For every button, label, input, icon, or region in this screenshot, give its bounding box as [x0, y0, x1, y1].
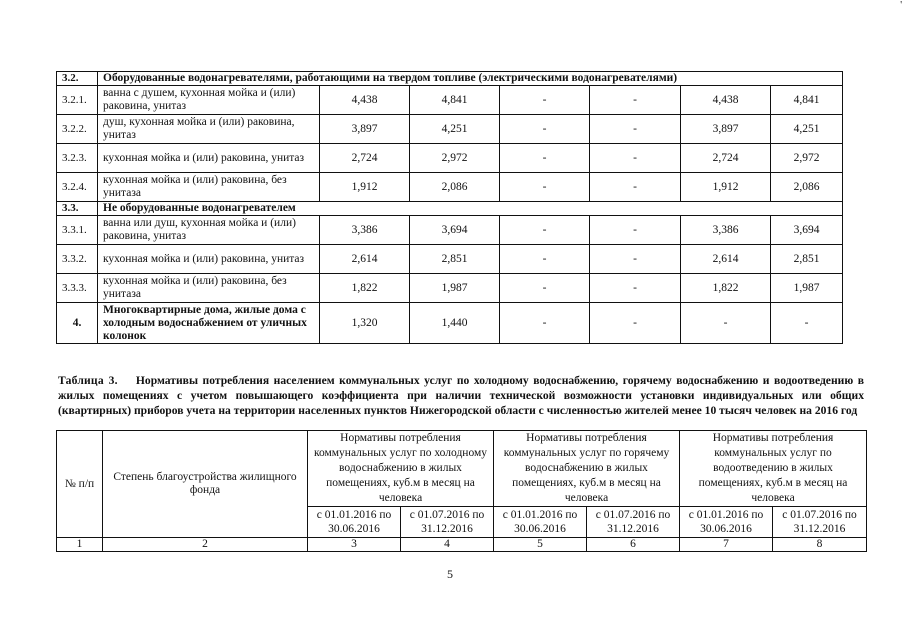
- header-hot-water: Нормативы потребления коммунальных услуг по горячему водоснабжению в жилых помещениях, куб.м в месяц на человека: [494, 431, 680, 507]
- value-cell: 3,694: [410, 216, 500, 245]
- row-code: 3.2.4.: [57, 173, 98, 202]
- row-description: Многоквартирные дома, жилые дома с холодным водоснабжением от уличных колонок: [98, 303, 320, 344]
- value-cell: 4,841: [771, 86, 843, 115]
- value-cell: -: [590, 274, 681, 303]
- section-row: [57, 202, 843, 216]
- value-cell: -: [500, 86, 590, 115]
- table-3-column-numbers: [57, 538, 867, 552]
- value-cell: -: [590, 115, 681, 144]
- value-cell: 4,438: [320, 86, 410, 115]
- column-number: 4: [401, 538, 494, 552]
- period-cell: с 01.07.2016 по 31.12.2016: [773, 507, 867, 538]
- value-cell: 2,724: [681, 144, 771, 173]
- value-cell: -: [590, 245, 681, 274]
- value-cell: -: [500, 245, 590, 274]
- table-row: [57, 115, 843, 144]
- value-cell: 2,614: [320, 245, 410, 274]
- row-description: ванна или душ, кухонная мойка и (или) раковина, унитаз: [98, 216, 320, 245]
- value-cell: 2,851: [410, 245, 500, 274]
- value-cell: 3,386: [681, 216, 771, 245]
- column-number: 1: [57, 538, 103, 552]
- value-cell: -: [771, 303, 843, 344]
- value-cell: 4,438: [681, 86, 771, 115]
- norms-table-continuation: [56, 71, 843, 344]
- value-cell: 2,972: [410, 144, 500, 173]
- period-cell: с 01.01.2016 по 30.06.2016: [680, 507, 773, 538]
- value-cell: -: [590, 303, 681, 344]
- value-cell: -: [500, 144, 590, 173]
- row-description: кухонная мойка и (или) раковина, без унитаза: [98, 173, 320, 202]
- value-cell: 2,724: [320, 144, 410, 173]
- value-cell: -: [500, 274, 590, 303]
- value-cell: 3,694: [771, 216, 843, 245]
- value-cell: 3,386: [320, 216, 410, 245]
- period-cell: с 01.01.2016 по 30.06.2016: [308, 507, 401, 538]
- value-cell: -: [590, 144, 681, 173]
- table-3: [56, 430, 867, 552]
- value-cell: 1,987: [771, 274, 843, 303]
- section-title: Не оборудованные водонагревателем: [98, 202, 843, 216]
- period-cell: с 01.07.2016 по 31.12.2016: [401, 507, 494, 538]
- value-cell: -: [500, 173, 590, 202]
- table-3-caption: [58, 373, 864, 418]
- header-cold-water: Нормативы потребления коммунальных услуг по холодному водоснабжению в жилых помещениях, куб.м в месяц на человека: [308, 431, 494, 507]
- table-row: [57, 173, 843, 202]
- section-code: 3.3.: [57, 202, 98, 216]
- column-number: 6: [587, 538, 680, 552]
- table-3-label: Таблица 3.: [58, 374, 118, 387]
- period-cell: с 01.01.2016 по 30.06.2016: [494, 507, 587, 538]
- value-cell: 2,086: [771, 173, 843, 202]
- header-number: № п/п: [57, 431, 103, 538]
- header-drainage: Нормативы потребления коммунальных услуг по водоотведению в жилых помещениях, куб.м в месяц на человека: [680, 431, 867, 507]
- value-cell: 2,972: [771, 144, 843, 173]
- column-number: 5: [494, 538, 587, 552]
- value-cell: 2,086: [410, 173, 500, 202]
- row-description: ванна с душем, кухонная мойка и (или) раковина, унитаз: [98, 86, 320, 115]
- value-cell: 2,614: [681, 245, 771, 274]
- value-cell: 1,822: [320, 274, 410, 303]
- value-cell: -: [500, 303, 590, 344]
- value-cell: 1,440: [410, 303, 500, 344]
- section-code: 3.2.: [57, 72, 98, 86]
- table-row: [57, 216, 843, 245]
- value-cell: -: [681, 303, 771, 344]
- row-description: кухонная мойка и (или) раковина, унитаз: [98, 144, 320, 173]
- row-description: кухонная мойка и (или) раковина, унитаз: [98, 245, 320, 274]
- header-degree: Степень благоустройства жилищного фонда: [103, 431, 308, 538]
- column-number: 3: [308, 538, 401, 552]
- row-code: 4.: [57, 303, 98, 344]
- section-row: [57, 72, 843, 86]
- row-description: кухонная мойка и (или) раковина, без унитаза: [98, 274, 320, 303]
- value-cell: 3,897: [681, 115, 771, 144]
- section-title: Оборудованные водонагревателями, работающими на твердом топливе (электрическими водонагревателями): [98, 72, 843, 86]
- row-code: 3.2.2.: [57, 115, 98, 144]
- value-cell: -: [590, 86, 681, 115]
- table-row: [57, 86, 843, 115]
- table-row: [57, 274, 843, 303]
- value-cell: -: [500, 216, 590, 245]
- value-cell: 2,851: [771, 245, 843, 274]
- row-code: 3.2.1.: [57, 86, 98, 115]
- row-code: 3.3.1.: [57, 216, 98, 245]
- value-cell: -: [590, 216, 681, 245]
- value-cell: 1,912: [320, 173, 410, 202]
- row-description: душ, кухонная мойка и (или) раковина, унитаз: [98, 115, 320, 144]
- value-cell: 1,822: [681, 274, 771, 303]
- value-cell: 1,987: [410, 274, 500, 303]
- value-cell: -: [500, 115, 590, 144]
- row-code: 3.3.3.: [57, 274, 98, 303]
- table-row: [57, 303, 843, 344]
- row-code: 3.3.2.: [57, 245, 98, 274]
- value-cell: 3,897: [320, 115, 410, 144]
- row-code: 3.2.3.: [57, 144, 98, 173]
- value-cell: 4,841: [410, 86, 500, 115]
- value-cell: 1,912: [681, 173, 771, 202]
- column-number: 8: [773, 538, 867, 552]
- table-row: [57, 144, 843, 173]
- column-number: 7: [680, 538, 773, 552]
- value-cell: 4,251: [410, 115, 500, 144]
- table-3-title: Нормативы потребления населением коммунальных услуг по холодному водоснабжению, горячему водоснабжению и водоотведению в жилых помещениях с учетом повышающего коэффициента при наличии технической возможности установки индивидуальных или общих (квартирных) приборов учета на территории населенных пунктов Нижегородской области с численностью жителей менее 10 тысяч человек на 2016 год: [58, 374, 864, 417]
- corner-mark: ': [900, 0, 902, 11]
- period-cell: с 01.07.2016 по 31.12.2016: [587, 507, 680, 538]
- table-3-header-row: [57, 431, 867, 507]
- value-cell: 1,320: [320, 303, 410, 344]
- page-number: 5: [447, 567, 453, 581]
- column-number: 2: [103, 538, 308, 552]
- value-cell: -: [590, 173, 681, 202]
- table-row: [57, 245, 843, 274]
- value-cell: 4,251: [771, 115, 843, 144]
